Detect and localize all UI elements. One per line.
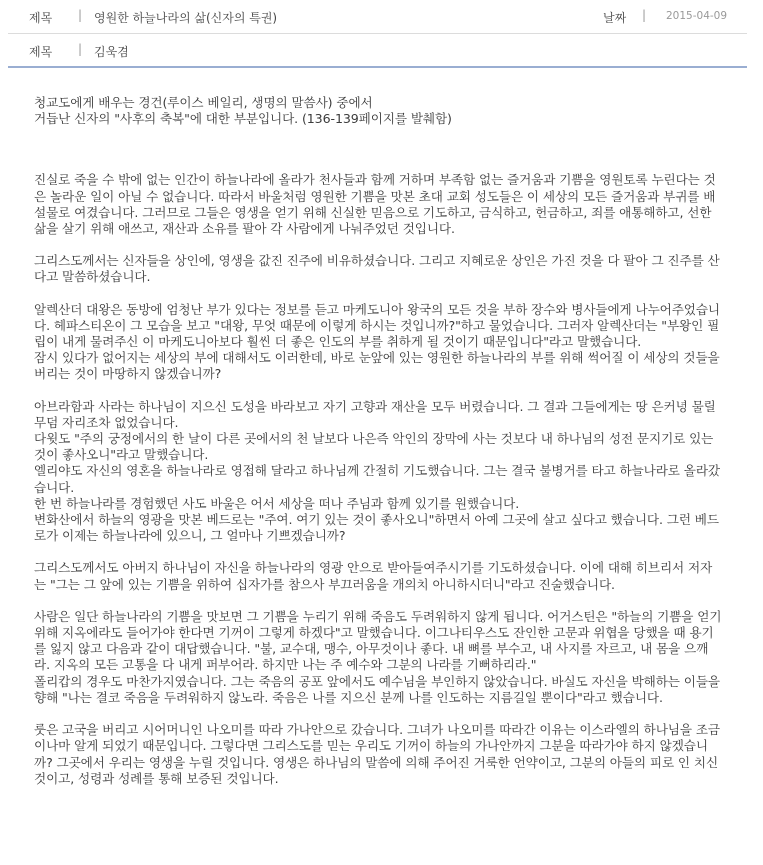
paragraph: 그리스도께서는 신자들을 상인에, 영생을 값진 진주에 비유하셨습니다. 그리고 지혜로운 상인은 가진 것을 다 팔아 그 진주를 산다고 말씀하셨습니다. [34, 253, 720, 285]
post-meta-table [8, 0, 747, 68]
post-title: 영원한 하늘나라의 삶(신자의 특권) [94, 11, 278, 25]
paragraph: 그리스도께서도 아버지 하나님이 자신을 하늘나라의 영광 안으로 받아들여주시기를 기도하셨습니다. 이에 대해 히브리서 저자는 "그는 그 앞에 있는 기쁨을 위하여 십자가를 참으사 부끄러움을 개의치 아니하시더니"라고 진술했습니다. [34, 560, 713, 592]
author-row [8, 34, 747, 68]
title-label: 제목 [29, 11, 53, 25]
divider: | [78, 42, 83, 56]
title-row [8, 0, 747, 34]
author-label: 제목 [29, 45, 53, 59]
paragraph: 사람은 일단 하늘나라의 기쁨을 맛보면 그 기쁨을 누리기 위해 죽음도 두려워하지 않게 됩니다. 어거스틴은 "하늘의 기쁨을 얻기 위해 지옥에라도 들어가야 한다면 기꺼이 그렇게 하겠다"고 말했습니다. 이그나티우스도 잔인한 고문과 위협을 당했을 때 용기를 잃지 않고 다음과 같이 대답했습니다. "불, 교수대, 맹수, 아무것이나 좋다. 내 뼈를 부수고, 내 사지를 자르고, 내 몸을 으깨라. 지옥의 모든 고통을 다 내게 퍼부어라. 하지만 나는 주 예수와 그분의 나라를 기뻐하리라." 폴리캅의 경우도 마찬가지였습니다. 그는 죽음의 공포 앞에서도 예수님을 부인하지 않았습니다. 바실도 자신을 박해하는 이들을 향해 "나는 결코 죽음을 두려워하지 않노라. 죽음은 나를 지으신 분께 나를 인도하는 지름길일 뿐이다"라고 했습니다. [34, 608, 722, 705]
post-date: 2015-04-09 [666, 10, 728, 22]
paragraph: 룻은 고국을 버리고 시어머니인 나오미를 따라 가나안으로 갔습니다. 그녀가 나오미를 따라간 이유는 이스라엘의 하나님을 조금이나마 알게 되었기 때문입니다. 그렇다면 그리스도를 믿는 우리도 기꺼이 하늘의 가나안까지 그분을 따라가야 하지 않겠습니까? 그곳에서 우리는 영생을 누릴 것입니다. 영생은 하나님의 말씀에 의해 주어진 거룩한 언약이고, 그분의 아들의 피로 인 치신 것이고, 성령과 성례를 통해 보증된 것입니다. [34, 722, 720, 786]
post-content [34, 95, 724, 787]
intro-line: 거듭난 신자의 "사후의 축복"에 대한 부분입니다. (136-139페이지를 발췌함) [34, 111, 452, 127]
paragraph: 진실로 죽을 수 밖에 없는 인간이 하늘나라에 올라가 천사들과 함께 거하며 부족함 없는 즐거움과 기쁨을 영원토록 누린다는 것은 놀라운 일이 아닐 수 없습니다. 따라서 바울처럼 영원한 기쁨을 맛본 초대 교회 성도들은 이 세상의 모든 즐거움과 부귀를 배설물로 여겼습니다. 그러므로 그들은 영생을 얻기 위해 신실한 믿음으로 기도하고, 금식하고, 헌금하고, 죄를 애통해하고, 선한 삶을 살기 위해 애쓰고, 재산과 소유를 팔아 각 사람에게 나눠주었던 것입니다. [34, 172, 716, 237]
divider: | [78, 8, 83, 22]
divider: | [642, 8, 647, 22]
intro-line: 청교도에게 배우는 경건(루이스 베일리, 생명의 말씀사) 중에서 [34, 95, 373, 110]
paragraph: 알렉산더 대왕은 동방에 엄청난 부가 있다는 정보를 듣고 마케도니아 왕국의 모든 것을 부하 장수와 병사들에게 나누어주었습니다. 헤파스티온이 그 모습을 보고 "대왕, 무엇 때문에 이렇게 하시는 것입니까?"하고 물었습니다. 그러자 알렉산더는 "부왕인 필립이 내게 물려주신 이 마케도니아보다 훨씬 더 좋은 인도의 부를 취하게 될 것이기 때문입니다"라고 말했습니다. 잠시 있다가 없어지는 세상의 부에 대해서도 이러한데, 바로 눈앞에 있는 영원한 하늘나라의 부를 위해 썩어질 이 세상의 것들을 버리는 것이 마땅하지 않겠습니까? [34, 301, 720, 382]
date-label: 날짜 [603, 11, 627, 25]
paragraph: 아브라함과 사라는 하나님이 지으신 도성을 바라보고 자기 고향과 재산을 모두 버렸습니다. 그 결과 그들에게는 땅 은커녕 물릴 무덤 자리조차 없었습니다. 다윗도 "주의 궁정에서의 한 날이 다른 곳에서의 천 날보다 나은즉 악인의 장막에 사는 것보다 내 하나님의 성전 문지기로 있는 것이 좋사오니"라고 말했습니다. 엘리야도 자신의 영혼을 하늘나라로 영접해 달라고 하나님께 간절히 기도했습니다. 그는 결국 불병거를 타고 하늘나라로 올라갔습니다. 한 번 하늘나라를 경험했던 사도 바울은 어서 세상을 떠나 주님과 함께 있기를 원했습니다. 변화산에서 하늘의 영광을 맛본 베드로는 "주여. 여기 있는 것이 좋사오니"하면서 아예 그곳에 살고 싶다고 했습니다. 그런 베드로가 이제는 하늘나라에 있으니, 그 얼마나 기쁘겠습니까? [34, 398, 720, 544]
post-author: 김욱겸 [94, 45, 129, 59]
